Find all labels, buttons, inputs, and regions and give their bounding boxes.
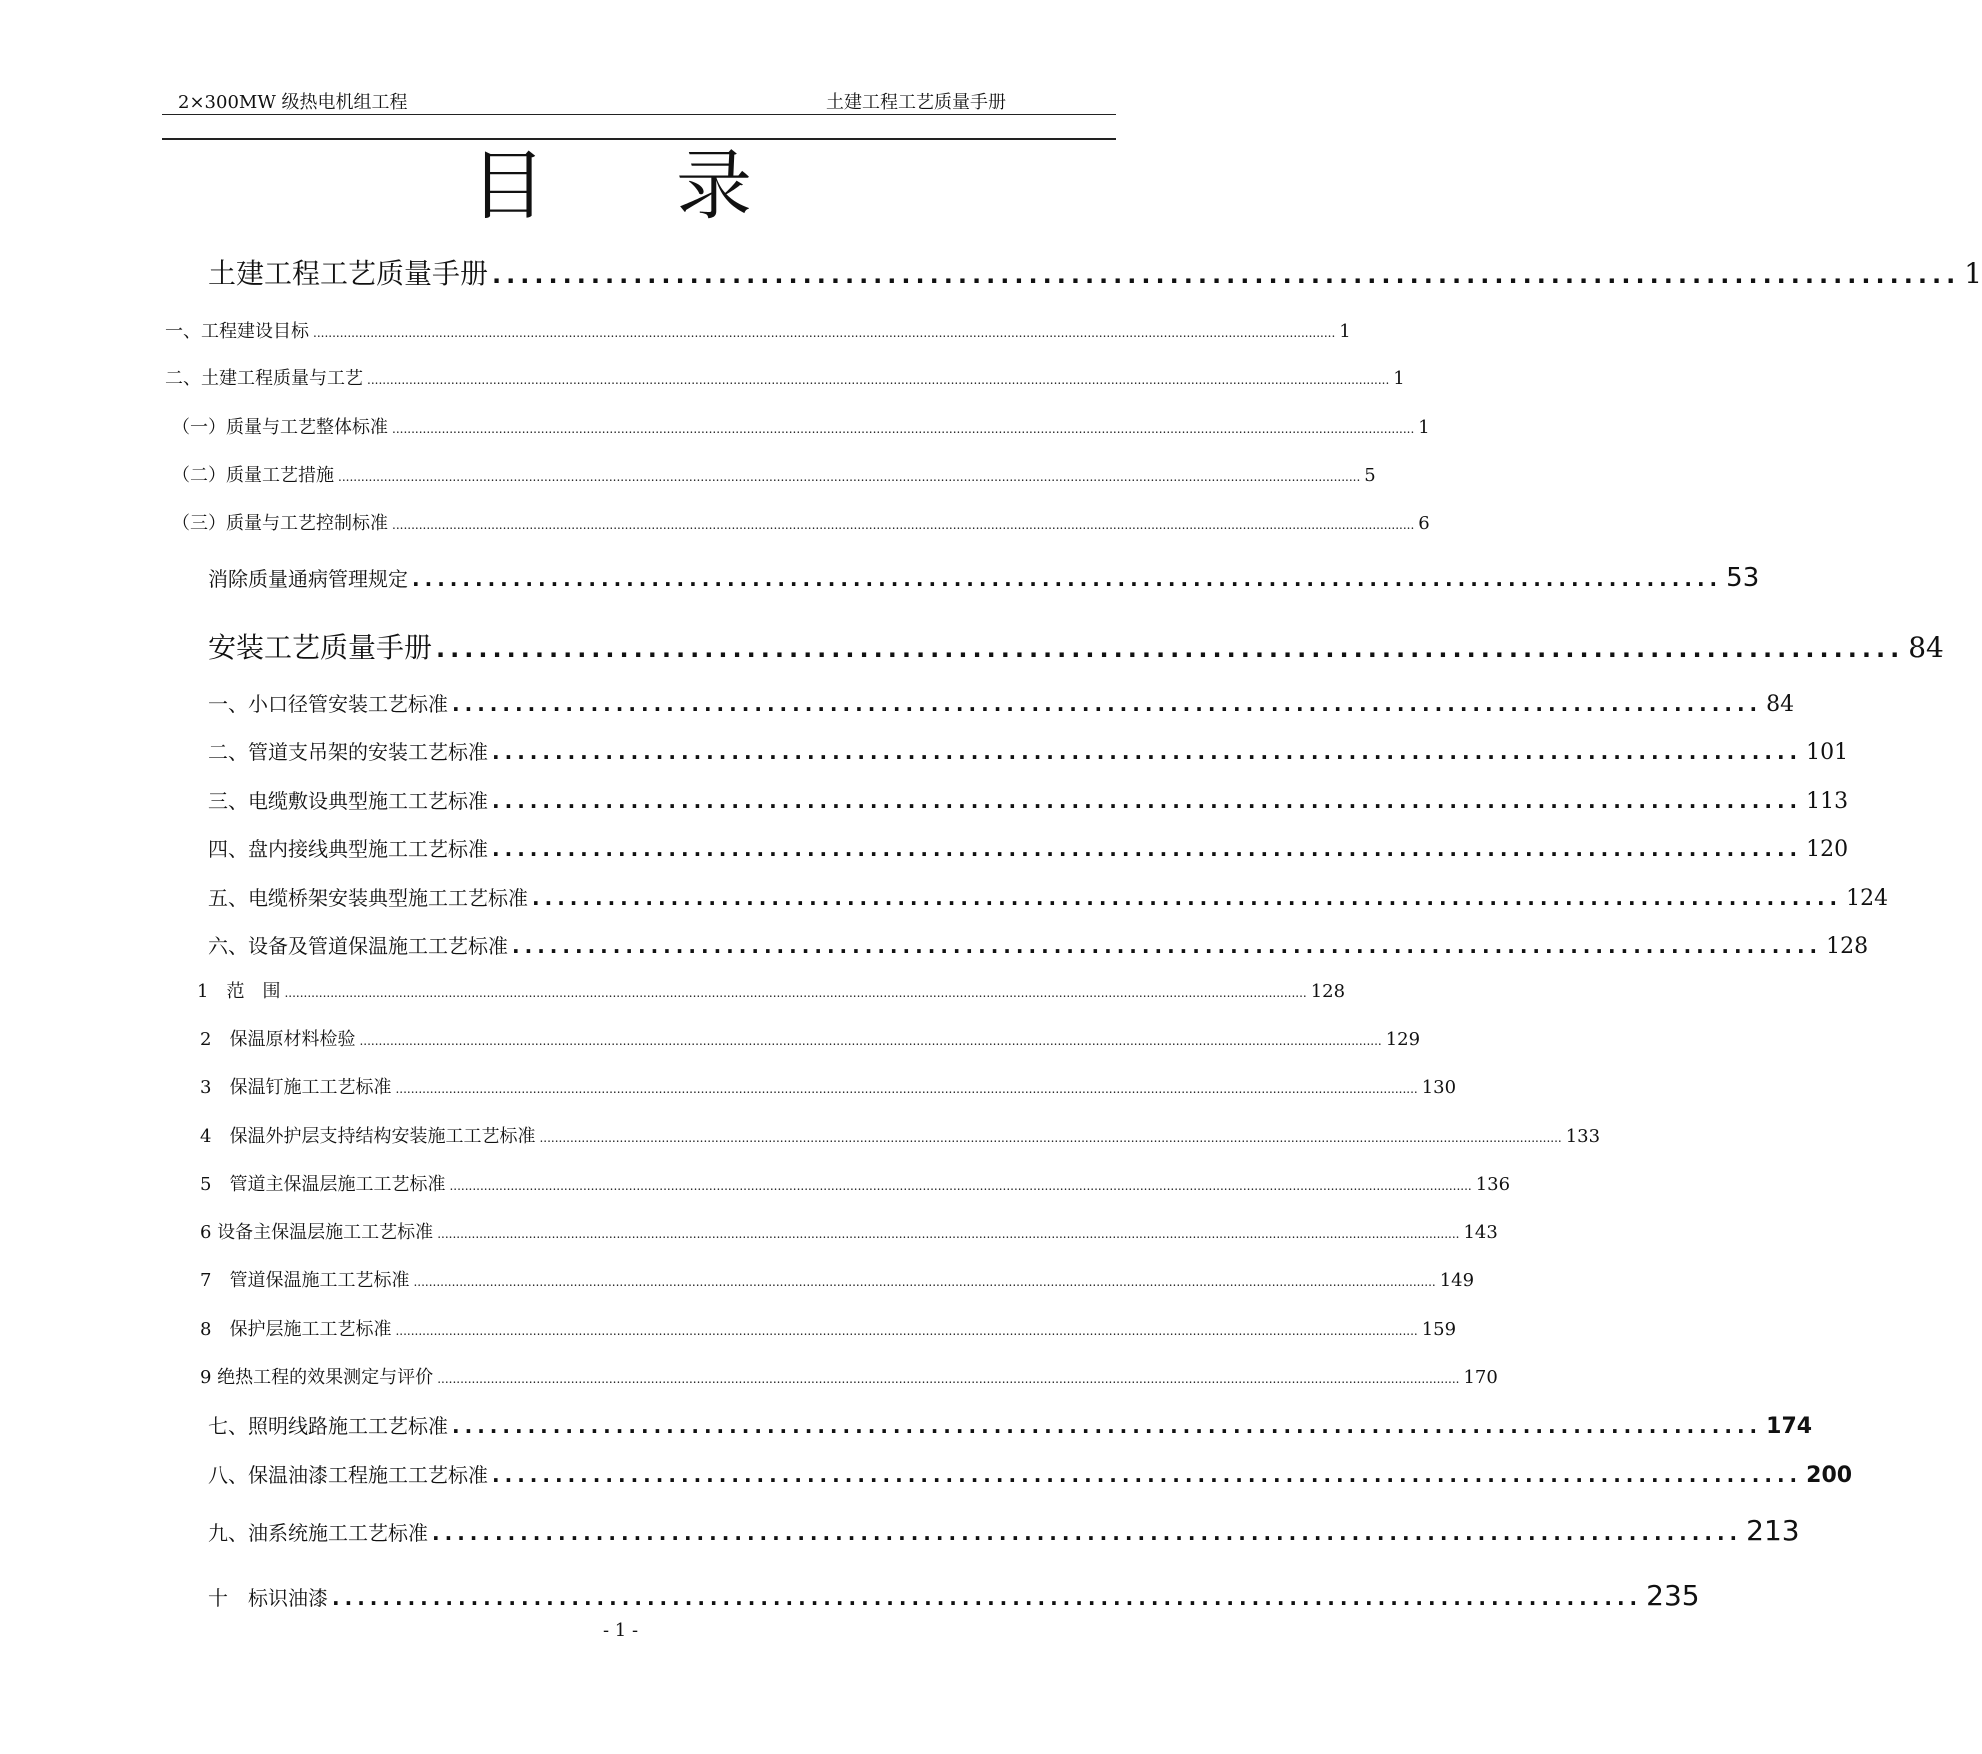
toc-entry-page: 133: [1565, 1126, 1601, 1147]
toc-entry-page: 5: [1364, 465, 1376, 486]
toc-entry[interactable]: [208, 1579, 1700, 1612]
toc-entry-label: 一、工程建设目标: [165, 321, 309, 342]
toc-entry-label: 三、电缆敷设典型施工工艺标准: [208, 789, 488, 813]
toc-leader-dots: ............................................................................................................................................................................................................................................................................: [449, 1179, 1472, 1193]
toc-entry-label: 6 设备主保温层施工工艺标准: [200, 1222, 434, 1243]
toc-leader-dots: ............................................................................................................................................................................................................................................................................: [395, 1324, 1418, 1338]
toc-leader-dots: ............................................................................................................................................................................................................................................................................: [413, 1275, 1436, 1289]
toc-entry[interactable]: [208, 736, 1849, 765]
toc-entry[interactable]: [200, 1073, 1457, 1099]
toc-entry[interactable]: [208, 1459, 1853, 1488]
toc-entry-label: 4 保温外护层支持结构安装施工工艺标准: [200, 1126, 536, 1147]
toc-leader-dots: ........................................................................................................: [432, 1521, 1743, 1545]
header-rule: [162, 114, 1116, 115]
toc-leader-dots: ........................................................................................................: [452, 692, 1763, 716]
toc-entry[interactable]: [208, 930, 1869, 959]
toc-entry-label: 五、电缆桥架安装典型施工工艺标准: [208, 886, 528, 910]
toc-entry-label: 土建工程工艺质量手册: [208, 257, 489, 290]
toc-leader-dots: ........................................................................................................: [436, 635, 1905, 663]
toc-entry[interactable]: [208, 833, 1849, 862]
toc-entry[interactable]: [197, 977, 1346, 1003]
toc-entry-page: 136: [1475, 1174, 1511, 1195]
toc-entry[interactable]: [200, 1170, 1511, 1196]
toc-leader-dots: ............................................................................................................................................................................................................................................................................: [392, 422, 1415, 436]
toc-entry[interactable]: [200, 1218, 1498, 1244]
toc-entry-page: 84: [1766, 692, 1795, 717]
toc-leader-dots: ............................................................................................................................................................................................................................................................................: [359, 1034, 1382, 1048]
toc-entry-page: 149: [1439, 1270, 1475, 1291]
toc-entry-page: 128: [1310, 981, 1346, 1002]
toc-entry-page: 84: [1908, 631, 1944, 664]
toc-entry-label: 二、管道支吊架的安装工艺标准: [208, 740, 488, 764]
toc-entry-label: 二、土建工程质量与工艺: [165, 368, 363, 389]
toc-leader-dots: ........................................................................................................: [492, 837, 1803, 861]
toc-leader-dots: ............................................................................................................................................................................................................................................................................: [284, 986, 1307, 1000]
toc-leader-dots: ............................................................................................................................................................................................................................................................................: [395, 1082, 1418, 1096]
toc-leader-dots: ............................................................................................................................................................................................................................................................................: [313, 326, 1336, 340]
toc-entry-label: （三）质量与工艺控制标准: [172, 513, 388, 534]
toc-entry-label: 十 标识油漆: [208, 1586, 328, 1610]
header-rule-thick: [162, 138, 1116, 140]
toc-entry-label: 九、油系统施工工艺标准: [208, 1521, 428, 1545]
toc-entry[interactable]: [208, 563, 1760, 593]
toc-entry-label: 六、设备及管道保温施工工艺标准: [208, 934, 508, 958]
toc-leader-dots: ............................................................................................................................................................................................................................................................................: [437, 1372, 1460, 1386]
toc-entry-label: 7 管道保温施工工艺标准: [200, 1270, 410, 1291]
header-project-name: 2×300MW 级热电机组工程: [178, 92, 408, 113]
toc-entry-label: 1 范 围: [197, 981, 281, 1002]
toc-entry-page: 101: [1806, 740, 1849, 765]
title-char-2: 录: [676, 141, 752, 230]
toc-entry-page: 120: [1806, 837, 1849, 862]
toc-entry[interactable]: [200, 1266, 1475, 1292]
toc-entry-page: 113: [1806, 789, 1849, 814]
toc-entry-label: （一）质量与工艺整体标准: [172, 417, 388, 438]
toc-entry-label: 一、小口径管安装工艺标准: [208, 692, 448, 716]
toc-entry[interactable]: [165, 364, 1405, 390]
toc-entry[interactable]: [200, 1363, 1498, 1389]
toc-entry-page: 130: [1421, 1077, 1457, 1098]
toc-entry-page: 53: [1726, 563, 1760, 593]
toc-entry[interactable]: [200, 1025, 1421, 1051]
toc-leader-dots: ........................................................................................................: [512, 934, 1823, 958]
toc-entry-page: 235: [1646, 1579, 1700, 1612]
toc-leader-dots: ........................................................................................................: [492, 1463, 1803, 1487]
toc-leader-dots: ............................................................................................................................................................................................................................................................................: [338, 470, 1361, 484]
header-manual-name: 土建工程工艺质量手册: [826, 92, 1006, 113]
toc-entry[interactable]: [165, 317, 1351, 343]
toc-entry-label: 七、照明线路施工工艺标准: [208, 1414, 448, 1438]
toc-leader-dots: ........................................................................................................: [532, 886, 1843, 910]
toc-entry-label: 9 绝热工程的效果测定与评价: [200, 1367, 434, 1388]
toc-entry[interactable]: [208, 688, 1795, 717]
toc-entry-page: 170: [1463, 1367, 1498, 1388]
toc-entry-page: 174: [1766, 1414, 1813, 1439]
toc-entry-label: 2 保温原材料检验: [200, 1029, 356, 1050]
toc-leader-dots: ........................................................................................................: [332, 1586, 1643, 1610]
toc-entry[interactable]: [208, 1514, 1800, 1547]
toc-entry-page: 128: [1826, 934, 1869, 959]
toc-entry-page: 1: [1393, 368, 1405, 389]
toc-entry[interactable]: [172, 461, 1376, 487]
toc-leader-dots: ........................................................................................................: [492, 789, 1803, 813]
toc-entry-label: 安装工艺质量手册: [208, 631, 433, 664]
toc-entry-label: 八、保温油漆工程施工工艺标准: [208, 1463, 488, 1487]
toc-entry-label: 四、盘内接线典型施工工艺标准: [208, 837, 488, 861]
title-char-1: 目: [470, 141, 546, 230]
toc-entry[interactable]: [208, 785, 1849, 814]
toc-entry-page: 1: [1418, 417, 1430, 438]
toc-leader-dots: ........................................................................................................: [412, 567, 1723, 591]
toc-entry[interactable]: [200, 1315, 1457, 1341]
toc-leader-dots: ............................................................................................................................................................................................................................................................................: [367, 373, 1390, 387]
toc-entry-page: 159: [1421, 1319, 1457, 1340]
toc-entry[interactable]: [208, 626, 1944, 666]
toc-entry[interactable]: [208, 252, 1982, 292]
toc-entry[interactable]: [208, 882, 1889, 911]
toc-entry[interactable]: [200, 1122, 1601, 1148]
toc-entry-label: （二）质量工艺措施: [172, 465, 334, 486]
toc-leader-dots: ........................................................................................................: [452, 1414, 1763, 1438]
toc-leader-dots: ............................................................................................................................................................................................................................................................................: [437, 1227, 1460, 1241]
toc-entry-page: 124: [1846, 886, 1889, 911]
toc-leader-dots: ............................................................................................................................................................................................................................................................................: [539, 1131, 1562, 1145]
toc-entry[interactable]: [172, 413, 1430, 439]
toc-leader-dots: ............................................................................................................................................................................................................................................................................: [392, 518, 1415, 532]
toc-entry-page: 1: [1964, 257, 1982, 290]
toc-entry-label: 8 保护层施工工艺标准: [200, 1319, 392, 1340]
toc-entry-page: 1: [1339, 321, 1351, 342]
toc-entry-page: 6: [1418, 513, 1430, 534]
toc-entry-label: 3 保温钉施工工艺标准: [200, 1077, 392, 1098]
toc-leader-dots: ........................................................................................................: [492, 740, 1803, 764]
toc-entry-page: 213: [1746, 1514, 1800, 1547]
toc-entry-label: 5 管道主保温层施工工艺标准: [200, 1174, 446, 1195]
toc-entry-page: 200: [1806, 1463, 1853, 1488]
toc-entry-page: 129: [1385, 1029, 1421, 1050]
toc-entry-label: 消除质量通病管理规定: [208, 567, 408, 591]
toc-leader-dots: ........................................................................................................: [492, 261, 1961, 289]
page-title: [470, 141, 752, 230]
page-number: - 1 -: [602, 1620, 639, 1641]
toc-entry-page: 143: [1463, 1222, 1498, 1243]
toc-entry[interactable]: [172, 509, 1430, 535]
toc-entry[interactable]: [208, 1410, 1813, 1439]
